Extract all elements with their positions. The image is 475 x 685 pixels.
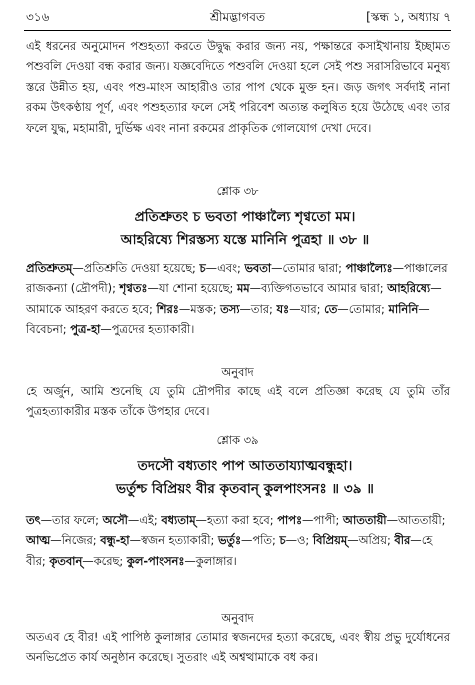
intro-paragraph: এই ধরনের অনুমোদন পশুহত্যা করতে উদ্বুদ্ধ করার জন্য নয়, পক্ষান্তরে কসাইখানায় ইচ্ছামত পশুবলি দেওয়া বন্ধ করার জন্য। যজ্ঞবেদিতে পশুবলি দেওয়া হলে সেই পশু সরাসরিভাবে মনুষ্য স্তরে উন্নীত হয়, এবং পশু-মাংস আহারীও তার পাপ থেকে মুক্ত হন। জড় জগৎ সর্বদাই নানা রকম উৎকণ্ঠায় পূর্ণ, এবং পশুহত্যার ফলে সেই পরিবেশ অত্যন্ত কলুষিত হয়ে উঠেছে এবং তার ফলে যুদ্ধ, মহামারী, দুর্ভিক্ষ এবং নানা রকমের প্রাকৃতিক গোলযোগ দেখা দেবে। <box>26 39 450 135</box>
synonym-word: ভবতা <box>244 261 272 275</box>
synonym-meaning: —তার; <box>239 301 277 316</box>
synonym-word: আহরিষ্যে <box>387 281 431 296</box>
synonym-meaning: —যা শোনা হয়েছে; <box>147 281 237 296</box>
verse-38-heading: শ্লোক ৩৮ <box>216 184 259 198</box>
synonym-meaning: —স্বজন হত্যাকারী; <box>129 533 218 548</box>
synonym-meaning: —এই; <box>127 513 162 527</box>
synonym-meaning: —মস্তক; <box>178 301 221 316</box>
synonym-word: চ <box>199 261 206 275</box>
verse-38-line-2: আহরিষ্যে শিরস্তস্য যস্তে মানিনি পুত্রহা ॥ ৩৮ ॥ <box>120 232 370 248</box>
verse-39-text <box>60 455 430 501</box>
synonym-word: প্রতিশ্রুতম্ <box>26 261 73 275</box>
synonym-meaning: —বিবেচনা; <box>26 301 430 337</box>
synonym-word: মানিনি <box>388 301 419 316</box>
synonym-meaning: —তোমার দ্বারা; <box>271 261 346 275</box>
synonym-word: তস্য <box>220 301 240 316</box>
synonym-word: বীর <box>394 533 411 548</box>
header-rule <box>24 30 451 31</box>
synonym-meaning: —পুত্রদের হত্যাকারী। <box>100 322 195 337</box>
page-header <box>0 0 475 30</box>
verse-39-line-1: তদসৌ বধ্যতাং পাপ আততায্যাত্মবন্ধুহা। <box>137 458 353 474</box>
synonym-meaning: —প্রতিশ্রুতি দেওয়া হয়েছে; <box>72 261 200 275</box>
synonym-meaning: —পাঞ্চালের রাজকন্যা (দ্রৌপদী); <box>26 261 448 296</box>
synonym-meaning: —আমাকে আহরণ করতে হবে; <box>26 281 442 316</box>
synonym-word: বিপ্রিয়ম্ <box>312 533 348 548</box>
synonym-meaning: —হত্যা করা হবে; <box>195 513 278 527</box>
verse-38-translation-heading: অনুবাদ <box>221 365 254 379</box>
synonym-meaning: —কুলাঙ্গার। <box>184 553 237 568</box>
verse-39-translation-heading: অনুবাদ <box>221 611 254 625</box>
synonym-word: পুত্র-হা <box>70 322 101 337</box>
synonym-word: পাপঃ <box>277 513 303 527</box>
synonym-meaning: —পাপী; <box>302 513 343 527</box>
synonym-meaning: —এবং; <box>205 261 245 275</box>
verse-39-translation: অতএব হে বীর! এই পাপিষ্ঠ কুলাঙ্গার তোমার স্বজনদের হত্যা করেছে, এবং স্বীয় প্রভু দুর্যোধনের অনভিপ্রেত কার্য অনুষ্ঠান করেছে। সুতরাং এই অশ্বত্থামাকে বধ কর। <box>26 630 450 665</box>
synonym-word: মম <box>236 281 250 296</box>
synonym-word: তে <box>324 301 338 316</box>
synonym-word: ভর্তুঃ <box>217 533 242 548</box>
synonym-meaning: —নিজের; <box>50 533 101 548</box>
verse-38-translation: হে অর্জুন, আমি শুনেছি যে তুমি দ্রৌপদীর কাছে এই বলে প্রতিজ্ঞা করেছ যে তুমি তাঁর পুত্রহত্যাকারীর মস্তক তাঁকে উপহার দেবে। <box>26 384 450 419</box>
verse-39-line-2: ভর্তুশ্চ বিপ্রিয়ং বীর কৃতবান্ কুলপাংসনঃ ॥ ৩৯ ॥ <box>116 481 374 497</box>
synonym-word: যঃ <box>276 301 290 316</box>
book-title: শ্রীমদ্ভাগবত <box>209 10 265 24</box>
synonym-word: কুল-পাংসনঃ <box>126 553 185 568</box>
synonym-meaning: —আততায়ী; <box>386 513 446 527</box>
synonym-meaning: —হে বীর; <box>26 533 433 568</box>
synonym-word: বন্ধু-হা <box>100 533 130 548</box>
verse-39-heading: শ্লোক ৩৯ <box>216 433 259 447</box>
synonym-meaning: —তার ফলে; <box>40 513 103 527</box>
synonym-meaning: —ব্যক্তিগতভাবে আমার দ্বারা; <box>249 281 388 296</box>
synonym-word: শৃণ্বতঃ <box>119 281 148 296</box>
synonym-meaning: —যার; <box>289 301 325 316</box>
synonym-word: শিরঃ <box>156 301 179 316</box>
synonym-meaning: —অপ্রিয়; <box>347 533 395 548</box>
page-number: ৩১৬ <box>26 10 50 24</box>
synonym-meaning: —করেছ; <box>82 553 127 568</box>
synonym-word: চ <box>279 533 286 548</box>
verse-38-synonyms <box>26 258 450 340</box>
synonym-word: বধ্যতাম্ <box>161 513 196 527</box>
verse-39-synonyms <box>26 510 450 571</box>
synonym-meaning: —তোমার; <box>337 301 389 316</box>
verse-38-line-1: প্রতিশ্রুতং চ ভবতা পাঞ্চাল্যৈ শৃণ্বতো মম। <box>134 209 356 225</box>
synonym-word: তৎ <box>26 513 41 527</box>
synonym-word: অসৌ <box>102 513 128 527</box>
verse-38-text <box>60 206 430 252</box>
synonym-meaning: —পতি; <box>241 533 280 548</box>
synonym-word: আততায়ী <box>342 513 387 527</box>
synonym-word: কৃতবান্ <box>49 553 83 568</box>
synonym-word: আত্ম <box>26 533 51 548</box>
chapter-reference: [স্কন্ধ ১, অধ্যায় ৭ <box>366 10 451 24</box>
synonym-meaning: —ও; <box>285 533 313 548</box>
synonym-word: পাঞ্চাল্যৈঃ <box>345 261 393 275</box>
